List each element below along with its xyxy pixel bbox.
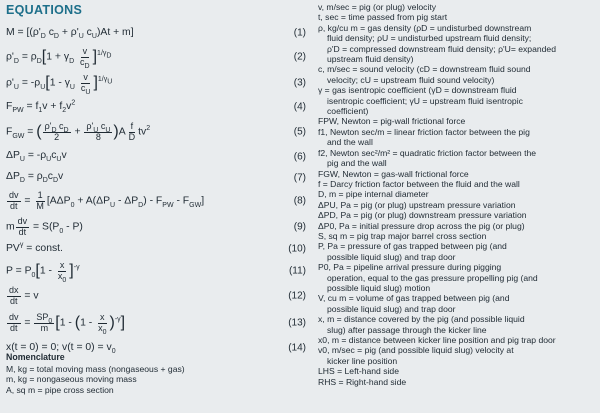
definition-item <box>318 231 596 241</box>
definition-line: possible liquid slug) and trap door <box>327 303 456 314</box>
definition-line: fluid density; ρU = undisturbed upstream fluid density; <box>327 33 532 44</box>
definition-item <box>318 169 596 179</box>
definition-item <box>318 200 596 210</box>
equation-4: $F_{PW} = f_1v + f_2v^2$ (4) <box>6 99 306 114</box>
definition-item <box>318 314 596 335</box>
definition-item <box>318 293 596 314</box>
definition-line: upstream fluid density) <box>327 54 414 65</box>
definition-line: FPW, Newton = pig-wall frictional force <box>318 116 466 127</box>
definition-line: RHS = Right-hand side <box>318 376 407 387</box>
definition-item <box>318 262 596 293</box>
definition-line: FGW, Newton = gas-wall frictional force <box>318 168 469 179</box>
definition-item <box>318 127 596 148</box>
equation-13: $\frac{dv}{dt}$ = $\frac{SP_0}{m}$ [1 - (1 - $\frac{x}{x_0}$ )$^{-\gamma}$] (13) <box>9 312 306 336</box>
nomenclature-item: M, kg = total moving mass (nongaseous + gas) <box>6 363 185 374</box>
definition-item <box>318 12 596 22</box>
definition-item <box>318 335 596 345</box>
definition-line: kicker line position <box>327 355 398 366</box>
definition-line: ρ, kg/cu m = gas density (ρD = undisturbed downstream <box>318 22 532 33</box>
definition-line: ΔPD, Pa = pig (or plug) downstream pressure variation <box>318 210 527 221</box>
definitions-column <box>318 2 596 387</box>
definition-line: possible liquid slug) motion <box>327 282 431 293</box>
equation-1: $M = [(\rho'_D$ $c_D + \rho'_U$ $c_U)At + m$] (1) <box>6 26 306 40</box>
definition-item <box>318 241 596 262</box>
definition-line: coefficient) <box>327 106 369 117</box>
definition-line: slug) after passage through the kicker line <box>327 324 487 335</box>
definition-line: P, Pa = pressure of gas trapped between pig (and <box>318 241 507 252</box>
definition-line: ΔPU, Pa = pig (or plug) upstream pressure variation <box>318 199 516 210</box>
definition-line: v0, m/sec = pig (and possible liquid slug) velocity at <box>318 345 514 356</box>
definition-line: pig and the wall <box>327 158 387 169</box>
definition-line: γ = gas isentropic coefficient (γD = downstream fluid <box>318 85 517 96</box>
definition-item <box>318 189 596 199</box>
definition-line: ρ'D = compressed downstream fluid density; ρ'U= expanded <box>327 43 556 54</box>
definition-line: x0, m = distance between kicker line position and pig trap door <box>318 335 556 345</box>
definition-line: f = Darcy friction factor between the fluid and the wall <box>318 178 520 189</box>
nomenclature-heading: Nomenclature <box>6 352 65 362</box>
equation-6: $\Delta P_U = -\rho_Uc_Uv$ (6) <box>6 150 306 164</box>
definition-item <box>318 2 596 12</box>
definition-item <box>318 210 596 220</box>
equation-9: m $\frac{dv}{dt}$ = $S(P_0 - P)$ (9) <box>6 216 306 237</box>
definition-line: V, cu m = volume of gas trapped between pig (and <box>318 293 510 304</box>
definition-item <box>318 179 596 189</box>
definition-item <box>318 148 596 169</box>
definition-line: t, sec = time passed from pig start <box>318 12 448 23</box>
nomenclature-item: A, sq m = pipe cross section <box>6 384 114 395</box>
definition-line: operation, equal to the gas pressure propelling pig (and <box>327 272 538 283</box>
definition-line: D, m = pipe internal diameter <box>318 189 429 200</box>
definition-item <box>318 23 596 65</box>
definition-line: ΔP0, Pa = initial pressure drop across the pig (or plug) <box>318 220 525 231</box>
definition-item <box>318 366 596 376</box>
nomenclature-item: m, kg = nongaseous moving mass <box>6 374 137 384</box>
definition-item <box>318 64 596 85</box>
equation-11: $P = P_0[1$ - $\frac{x}{x_0}$ ]$^{-\gamma}$ (11) <box>6 260 306 284</box>
definition-item <box>318 116 596 126</box>
definition-item <box>318 85 596 116</box>
equation-5: $F_{GW}$ = ( $\frac{\rho'_D c_D}{2}$ + $\frac{\rho'_U c_U}{8}$ )A $\frac{f}{D}$ $tv^2$ (5) <box>6 121 306 142</box>
equation-10: $PV^\gamma$ = const. (10) <box>6 241 306 255</box>
definition-line: S, sq m = pig trap major barrel cross section <box>318 230 487 241</box>
definition-line: and the wall <box>327 137 373 148</box>
definition-line: velocity; cU = upstream fluid sound velocity) <box>327 74 495 85</box>
equation-7: $\Delta P_D = \rho_Dc_Dv$ (7) <box>6 171 306 185</box>
definition-item <box>318 345 596 366</box>
nomenclature <box>6 352 306 395</box>
definition-line: LHS = Left-hand side <box>318 366 399 377</box>
page-title: EQUATIONS <box>6 3 83 17</box>
definition-line: f2, Newton sec²/m² = quadratic friction factor between the <box>318 147 537 158</box>
definition-line: P0, Pa = pipeline arrival pressure during pigging <box>318 262 502 273</box>
definition-item <box>318 221 596 231</box>
equations-column <box>6 22 306 358</box>
equation-14: x(t = 0) = 0; $v(t = 0) = v_0$ (14) <box>6 341 306 355</box>
definition-line: possible liquid slug) and trap door <box>327 251 456 262</box>
definition-line: isentropic coefficient; γU = upstream fluid isentropic <box>327 95 523 106</box>
equation-3: $\rho'_U = -\rho_U[1 - \gamma_U$ $\frac{v}{c_U}$ ]$^{1/\gamma_U}$ (3) <box>6 72 306 96</box>
definition-line: v, m/sec = pig (or plug) velocity <box>318 2 437 12</box>
equation-12: $\frac{dx}{dt}$ = v (12) <box>9 285 306 306</box>
definition-line: x, m = distance covered by the pig (and possible liquid <box>318 314 525 325</box>
definition-line: f1, Newton sec/m = linear friction factor between the pig <box>318 126 530 137</box>
nomenclature-list <box>6 364 306 396</box>
equation-2: $\rho'_D = \rho_D[1 + \gamma_D$ $\frac{v}{c_D}$ ]$^{1/\gamma_D}$ (2) <box>6 46 306 70</box>
definition-item <box>318 377 596 387</box>
equation-8: $\frac{dv}{dt}$ = $\frac{1}{M}$ $[A\Delta P_0 + A(\Delta P_U - \Delta P_D) - F_{PW} - F_{GW}]$ (8) <box>9 190 306 211</box>
definition-line: c, m/sec = sound velocity (cD = downstream fluid sound <box>318 64 531 75</box>
